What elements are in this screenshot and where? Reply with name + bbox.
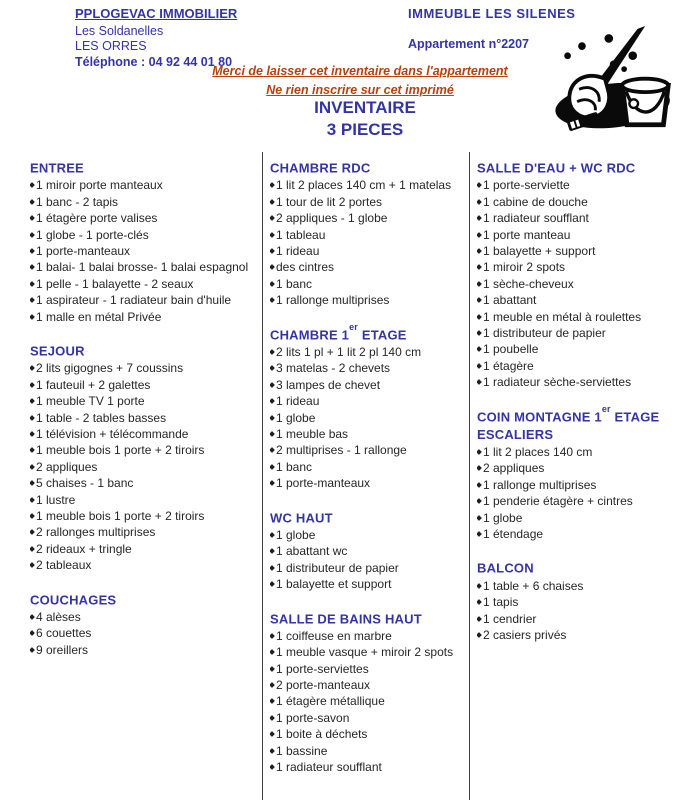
bullet-icon: [30, 365, 35, 371]
list-item: 1 meuble vasque + miroir 2 spots: [270, 644, 469, 660]
list-item: 1 coiffeuse en marbre: [270, 628, 469, 644]
list-item: 1 tapis: [477, 594, 688, 610]
column-2: [262, 152, 470, 800]
list-item: 1 banc - 2 tapis: [30, 194, 262, 210]
item-list: [30, 609, 262, 658]
list-item: 1 banc: [270, 276, 469, 292]
list-item: 1 pelle - 1 balayette - 2 seaux: [30, 276, 262, 292]
list-item: 1 distributeur de papier: [477, 325, 688, 341]
section-wc-haut: [270, 505, 469, 593]
list-item: 1 rideau: [270, 393, 469, 409]
item-list: [270, 344, 469, 492]
building-name: IMMEUBLE LES SILENES: [408, 6, 576, 21]
list-item: 1 rideau: [270, 243, 469, 259]
bullet-icon: [30, 415, 35, 421]
list-item: 2 appliques: [477, 460, 688, 476]
bullet-icon: [477, 215, 482, 221]
item-list: [30, 360, 262, 573]
apartment-number: Appartement n°2207: [408, 37, 530, 51]
list-item: 1 globe: [270, 527, 469, 543]
list-item: 2 lits gigognes + 7 coussins: [30, 360, 262, 376]
section-salle-de-bains-haut: [270, 606, 469, 776]
bullet-icon: [270, 633, 275, 639]
list-item: 1 aspirateur - 1 radiateur bain d'huile: [30, 292, 262, 308]
list-item: 1 lit 2 places 140 cm + 1 matelas: [270, 177, 469, 193]
list-item: 2 appliques: [30, 459, 262, 475]
list-item: 1 sèche-cheveux: [477, 276, 688, 292]
section-salle-eau-wc-rdc: [477, 155, 688, 391]
section-couchages: [30, 587, 262, 659]
list-item: 1 tour de lit 2 portes: [270, 194, 469, 210]
section-title: WC HAUT: [270, 509, 333, 525]
bullet-icon: [477, 515, 482, 521]
notice-line2: Ne rien inscrire sur cet imprimé: [266, 83, 454, 97]
list-item: 2 tableaux: [30, 557, 262, 573]
bullet-icon: [477, 632, 482, 638]
list-item: 2 rideaux + tringle: [30, 541, 262, 557]
inventory-columns: [30, 152, 688, 800]
section-title: COIN MONTAGNE 1er ETAGE: [477, 403, 660, 424]
list-item: 1 bassine: [270, 743, 469, 759]
list-item: 1 étagère: [477, 358, 688, 374]
bullet-icon: [30, 647, 35, 653]
bullet-icon: [30, 431, 35, 437]
list-item: 1 étagère métallique: [270, 693, 469, 709]
list-item: 1 porte manteau: [477, 227, 688, 243]
item-list: [477, 177, 688, 390]
bullet-icon: [270, 748, 275, 754]
bullet-icon: [30, 530, 35, 536]
list-item: 1 cendrier: [477, 611, 688, 627]
bullet-icon: [30, 448, 35, 454]
bullet-icon: [30, 297, 35, 303]
list-item: 1 cabine de douche: [477, 194, 688, 210]
bullet-icon: [477, 297, 482, 303]
list-item: 1 meuble en métal à roulettes: [477, 309, 688, 325]
bullet-icon: [30, 314, 35, 320]
list-item: 1 balai- 1 balai brosse- 1 balai espagnol: [30, 259, 262, 275]
bullet-icon: [477, 314, 482, 320]
list-item: 1 abattant wc: [270, 543, 469, 559]
bullet-icon: [270, 398, 275, 404]
bullet-icon: [270, 182, 275, 188]
bullet-icon: [270, 532, 275, 538]
section-coin-montagne: [477, 404, 688, 543]
agency-phone: Téléphone : 04 92 44 01 80: [75, 54, 233, 69]
bullet-icon: [477, 449, 482, 455]
list-item: 5 chaises - 1 banc: [30, 475, 262, 491]
list-item: 1 radiateur soufflant: [477, 210, 688, 226]
section-balcon: [477, 555, 688, 643]
list-item: 1 table - 2 tables basses: [30, 410, 262, 426]
bullet-icon: [30, 215, 35, 221]
list-item: 1 penderie étagère + cintres: [477, 493, 688, 509]
section-title: SALLE DE BAINS HAUT: [270, 610, 422, 626]
column-1: [30, 152, 262, 800]
agency-block: [75, 6, 237, 70]
bullet-icon: [270, 365, 275, 371]
bullet-icon: [477, 466, 482, 472]
bullet-icon: [270, 215, 275, 221]
bullet-icon: [30, 398, 35, 404]
item-list: [270, 177, 469, 308]
list-item: 1 meuble bois 1 porte + 2 tiroirs: [30, 442, 262, 458]
bullet-icon: [270, 431, 275, 437]
list-item: 1 banc: [270, 459, 469, 475]
bullet-icon: [30, 182, 35, 188]
list-item: 1 étagère porte valises: [30, 210, 262, 226]
list-item: 9 oreillers: [30, 642, 262, 658]
bullet-icon: [270, 548, 275, 554]
agency-address-line1: Les Soldanelles: [75, 23, 164, 38]
section-entree: [30, 155, 262, 325]
list-item: 1 lit 2 places 140 cm: [477, 444, 688, 460]
notice-line1: Merci de laisser cet inventaire dans l'appartement: [212, 64, 508, 78]
column-3: [470, 152, 688, 800]
list-item: 2 appliques - 1 globe: [270, 210, 469, 226]
list-item: 1 rallonge multiprises: [270, 292, 469, 308]
list-item: 3 matelas - 2 chevets: [270, 360, 469, 376]
section-title: SALLE D'EAU + WC RDC: [477, 160, 636, 176]
bullet-icon: [270, 764, 275, 770]
title-line2: 3 PIECES: [326, 120, 404, 139]
section-title-line2: ESCALIERS: [477, 426, 554, 442]
list-item: 1 meuble bois 1 porte + 2 tiroirs: [30, 508, 262, 524]
list-item: 2 lits 1 pl + 1 lit 2 pl 140 cm: [270, 344, 469, 360]
list-item: 1 radiateur sèche-serviettes: [477, 374, 688, 390]
bullet-icon: [477, 363, 482, 369]
list-item: 1 porte-manteaux: [270, 475, 469, 491]
list-item: 1 boite à déchets: [270, 726, 469, 742]
list-item: 1 porte-serviette: [477, 177, 688, 193]
section-chambre-rdc: [270, 155, 469, 309]
bullet-icon: [30, 497, 35, 503]
bullet-icon: [30, 248, 35, 254]
bullet-icon: [30, 199, 35, 205]
bullet-icon: [270, 699, 275, 705]
bullet-icon: [270, 565, 275, 571]
bullet-icon: [477, 182, 482, 188]
list-item: 1 abattant: [477, 292, 688, 308]
list-item: 1 porte-savon: [270, 710, 469, 726]
item-list: [270, 628, 469, 776]
bullet-icon: [477, 248, 482, 254]
bullet-icon: [30, 480, 35, 486]
bullet-icon: [270, 581, 275, 587]
section-title: COUCHAGES: [30, 591, 117, 607]
bullet-icon: [270, 715, 275, 721]
list-item: 1 porte-manteaux: [30, 243, 262, 259]
bullet-icon: [270, 448, 275, 454]
list-item: 3 lampes de chevet: [270, 377, 469, 393]
item-list: [270, 527, 469, 593]
item-list: [477, 578, 688, 644]
bullet-icon: [270, 199, 275, 205]
list-item: 1 télévision + télécommande: [30, 426, 262, 442]
bullet-icon: [30, 562, 35, 568]
page-title: [42, 97, 688, 141]
bullet-icon: [477, 531, 482, 537]
bullet-icon: [270, 682, 275, 688]
bullet-icon: [270, 649, 275, 655]
list-item: 1 table + 6 chaises: [477, 578, 688, 594]
bullet-icon: [30, 614, 35, 620]
bullet-icon: [477, 330, 482, 336]
bullet-icon: [477, 599, 482, 605]
list-item: 1 globe: [270, 410, 469, 426]
list-item: 1 tableau: [270, 227, 469, 243]
bullet-icon: [477, 482, 482, 488]
bullet-icon: [477, 583, 482, 589]
bullet-icon: [270, 464, 275, 470]
list-item: 1 balayette et support: [270, 576, 469, 592]
list-item: 1 radiateur soufflant: [270, 759, 469, 775]
list-item: 2 porte-manteaux: [270, 677, 469, 693]
bullet-icon: [477, 616, 482, 622]
bullet-icon: [30, 382, 35, 388]
bullet-icon: [477, 347, 482, 353]
section-chambre-1er-etage: [270, 322, 469, 492]
bullet-icon: [270, 265, 275, 271]
bullet-icon: [270, 232, 275, 238]
bullet-icon: [477, 379, 482, 385]
list-item: 1 malle en métal Privée: [30, 309, 262, 325]
section-title: SEJOUR: [30, 343, 85, 359]
bullet-icon: [30, 281, 35, 287]
list-item: 6 couettes: [30, 625, 262, 641]
bullet-icon: [30, 546, 35, 552]
bullet-icon: [270, 480, 275, 486]
list-item: 1 rallonge multiprises: [477, 477, 688, 493]
list-item: 1 miroir 2 spots: [477, 259, 688, 275]
bullet-icon: [30, 630, 35, 636]
section-sejour: [30, 338, 262, 574]
list-item: 1 globe - 1 porte-clés: [30, 227, 262, 243]
section-title: BALCON: [477, 560, 534, 576]
item-list: [30, 177, 262, 325]
agency-name: PPLOGEVAC IMMOBILIER: [75, 6, 238, 21]
bullet-icon: [270, 248, 275, 254]
list-item: 1 poubelle: [477, 341, 688, 357]
list-item: 1 porte-serviettes: [270, 661, 469, 677]
bullet-icon: [477, 498, 482, 504]
list-item: 4 alèses: [30, 609, 262, 625]
section-title: CHAMBRE 1er ETAGE: [270, 321, 407, 342]
list-item: 1 balayette + support: [477, 243, 688, 259]
bullet-icon: [270, 415, 275, 421]
bullet-icon: [477, 232, 482, 238]
bullet-icon: [270, 731, 275, 737]
list-item: 1 globe: [477, 510, 688, 526]
bullet-icon: [270, 281, 275, 287]
section-title: CHAMBRE RDC: [270, 160, 371, 176]
list-item: 2 multiprises - 1 rallonge: [270, 442, 469, 458]
bullet-icon: [270, 349, 275, 355]
list-item: 1 meuble bas: [270, 426, 469, 442]
bullet-icon: [477, 265, 482, 271]
section-title: ENTREE: [30, 160, 84, 176]
list-item: 2 casiers privés: [477, 627, 688, 643]
bullet-icon: [30, 265, 35, 271]
item-list: [477, 444, 688, 542]
list-item: 1 distributeur de papier: [270, 560, 469, 576]
bullet-icon: [30, 232, 35, 238]
bullet-icon: [30, 464, 35, 470]
bullet-icon: [30, 513, 35, 519]
list-item: 1 lustre: [30, 492, 262, 508]
bullet-icon: [270, 297, 275, 303]
agency-address-line2: LES ORRES: [75, 39, 147, 53]
bullet-icon: [477, 199, 482, 205]
list-item: 1 meuble TV 1 porte: [30, 393, 262, 409]
bullet-icon: [270, 382, 275, 388]
title-line1: INVENTAIRE: [314, 98, 416, 117]
list-item: des cintres: [270, 259, 469, 275]
list-item: 1 étendage: [477, 526, 688, 542]
bullet-icon: [270, 666, 275, 672]
list-item: 1 miroir porte manteaux: [30, 177, 262, 193]
list-item: 1 fauteuil + 2 galettes: [30, 377, 262, 393]
bullet-icon: [477, 281, 482, 287]
list-item: 2 rallonges multiprises: [30, 524, 262, 540]
